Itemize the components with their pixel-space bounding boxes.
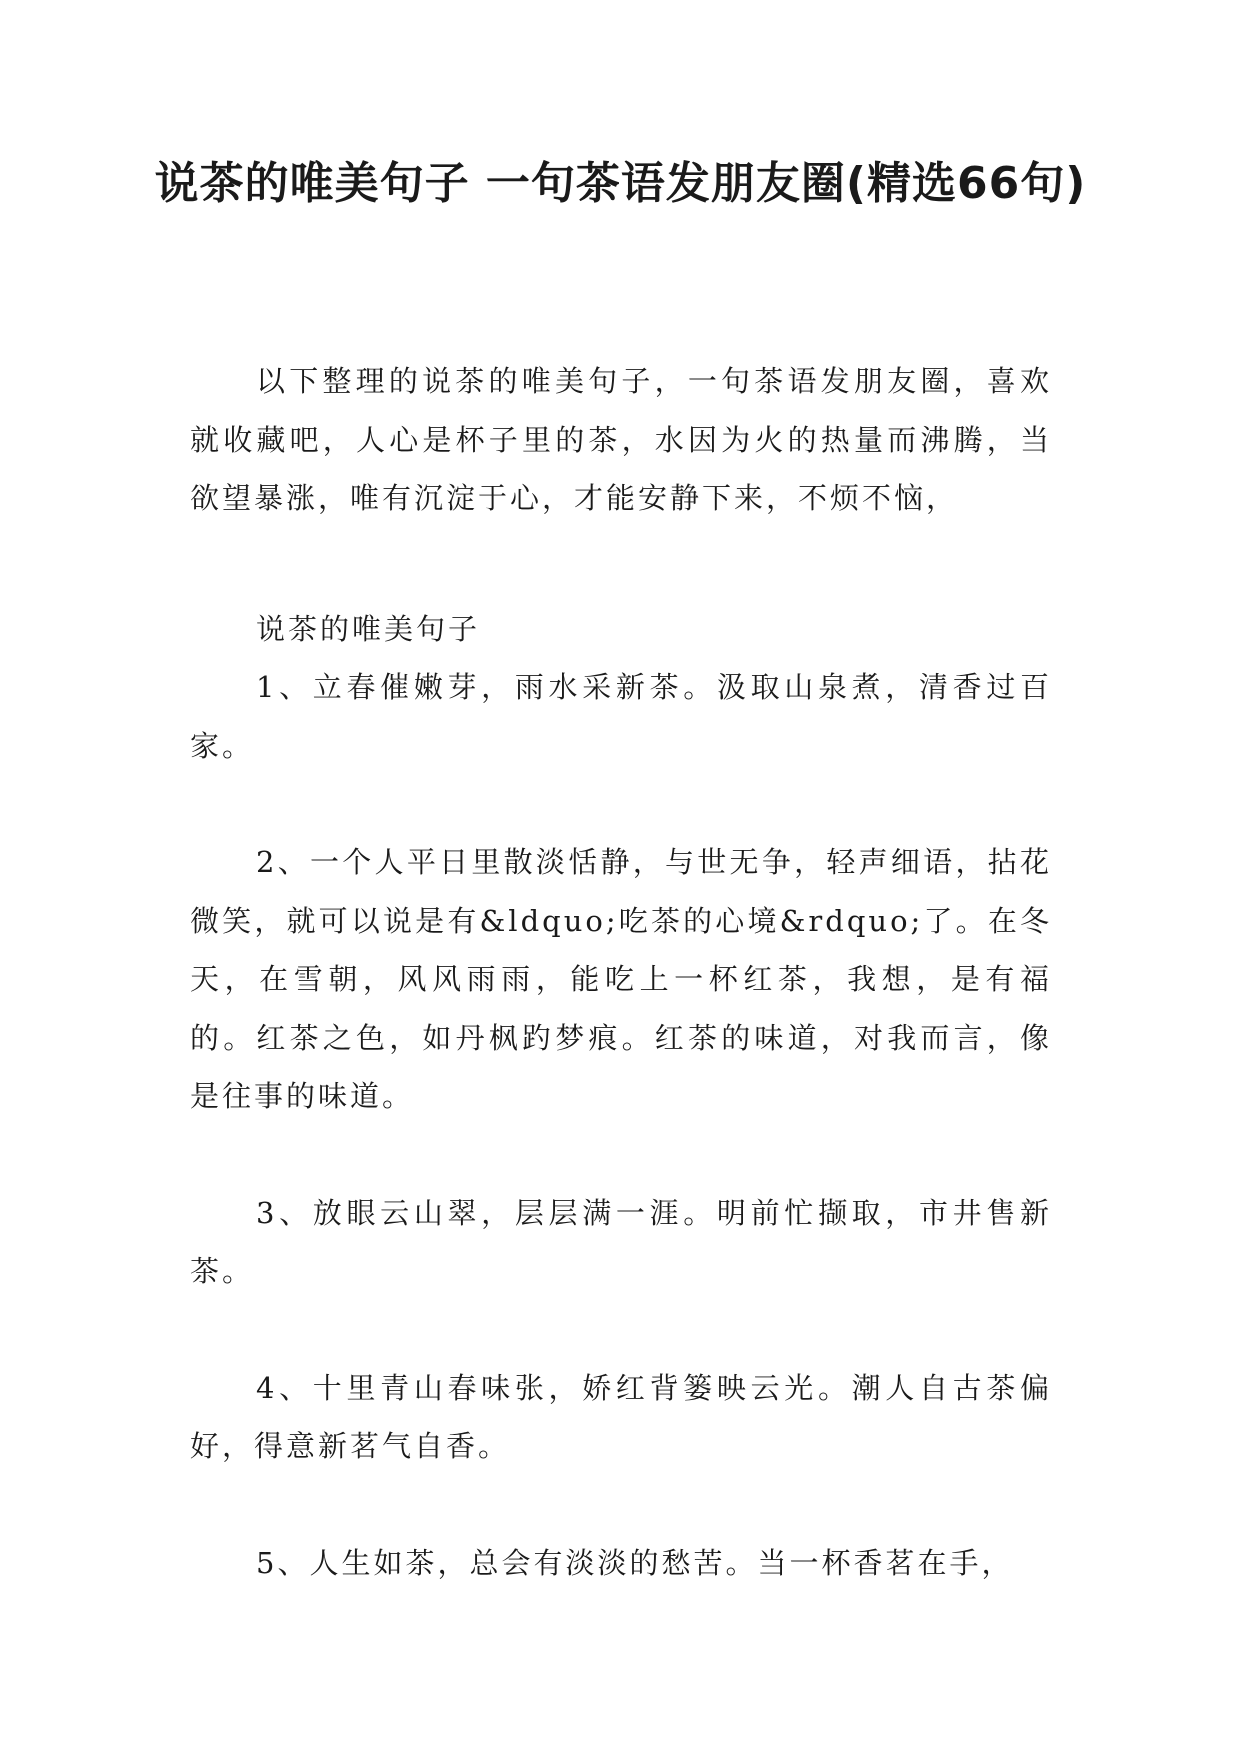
paragraph-spacer — [190, 528, 1052, 600]
list-item: 5、人生如茶，总会有淡淡的愁苦。当一杯香茗在手， — [256, 1545, 1014, 1580]
list-item: 4、十里青山春味张，娇红背篓映云光。潮人自古茶偏好，得意新茗气自香。 — [190, 1370, 1052, 1463]
document-title: 说茶的唯美句子 一句茶语发朋友圈(精选66句) — [154, 158, 1087, 209]
paragraph-spacer — [190, 1476, 1052, 1534]
paragraph-spacer — [190, 775, 1052, 833]
list-item: 1、立春催嫩芽，雨水采新茶。汲取山泉煮，清香过百家。 — [190, 670, 1052, 763]
paragraph-spacer — [190, 1126, 1052, 1184]
section-heading: 说茶的唯美句子 — [256, 611, 481, 646]
list-item: 3、放眼云山翠，层层满一涯。明前忙撷取，市井售新茶。 — [190, 1195, 1052, 1288]
intro-paragraph: 以下整理的说茶的唯美句子，一句茶语发朋友圈，喜欢就收藏吧，人心是杯子里的茶，水因为火的热量而沸腾，当欲望暴涨，唯有沉淀于心，才能安静下来，不烦不恼， — [190, 364, 1052, 515]
list-item: 2、一个人平日里散淡恬静，与世无争，轻声细语，拈花微笑，就可以说是有&ldquo;吃茶的心境&rdquo;了。在冬天，在雪朝，风风雨雨，能吃上一杯红茶，我想，是有福的。红茶之色，如丹枫趵梦痕。红茶的味道，对我而言，像是往事的味道。 — [190, 845, 1052, 1113]
paragraph-spacer — [190, 1301, 1052, 1359]
document-body — [190, 352, 1052, 1592]
